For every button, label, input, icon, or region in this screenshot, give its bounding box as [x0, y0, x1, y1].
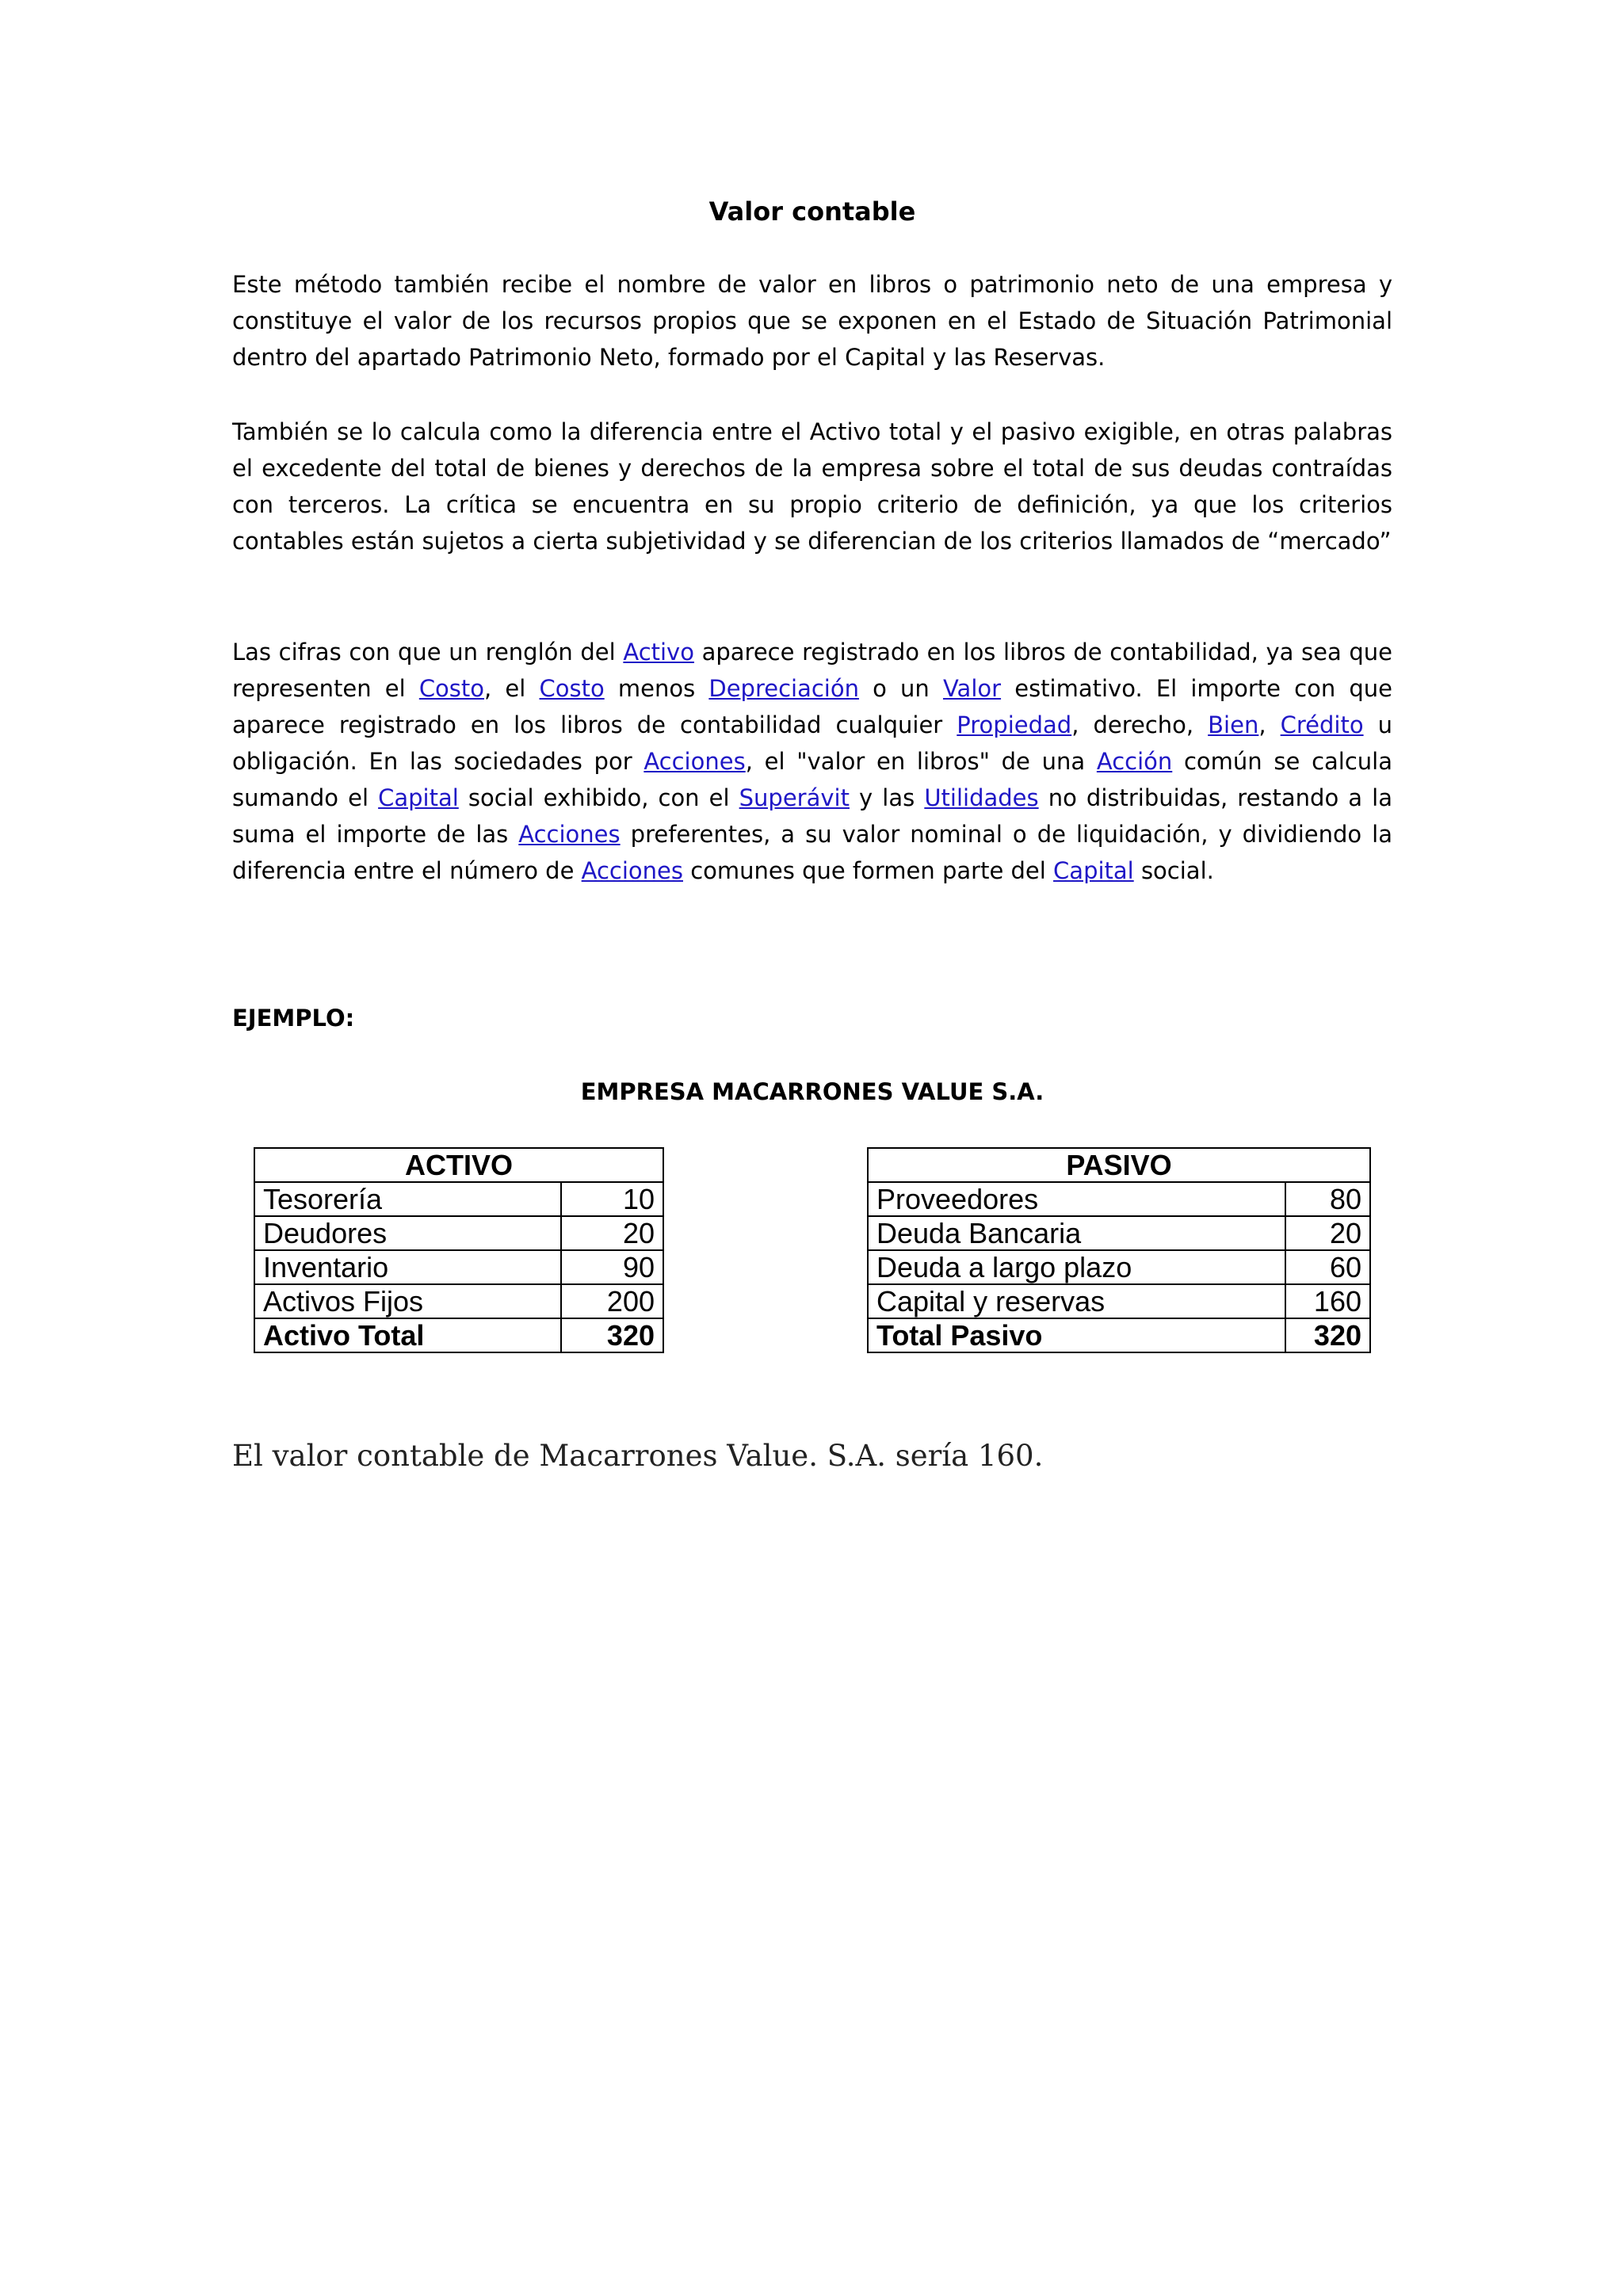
link-capital[interactable]: Capital	[378, 784, 459, 811]
total-label: Total Pasivo	[868, 1318, 1285, 1352]
text-span: Las cifras con que un renglón del	[232, 639, 624, 666]
paragraph-book-value	[232, 634, 1392, 889]
table-row	[868, 1216, 1370, 1250]
pasivo-table	[867, 1147, 1371, 1353]
row-label: Deuda a largo plazo	[868, 1250, 1285, 1284]
total-value: 320	[561, 1318, 663, 1352]
text-span: y las	[849, 784, 925, 811]
text-span: no distribuidas, restando a la suma el importe de las	[232, 784, 1392, 848]
company-name: EMPRESA MACARRONES VALUE S.A.	[580, 1078, 1044, 1105]
total-label: Activo Total	[254, 1318, 561, 1352]
table-total-row	[254, 1318, 663, 1352]
row-value: 160	[1285, 1284, 1370, 1318]
table-row	[254, 1182, 663, 1216]
text-span: menos	[604, 675, 709, 702]
row-label: Deudores	[254, 1216, 561, 1250]
activo-header: ACTIVO	[254, 1148, 663, 1182]
text-span: ,	[1258, 711, 1281, 738]
row-label: Inventario	[254, 1250, 561, 1284]
table-row	[868, 1182, 1370, 1216]
row-label: Capital y reservas	[868, 1284, 1285, 1318]
text-span: social.	[1133, 857, 1214, 884]
text-span: social exhibido, con el	[458, 784, 739, 811]
paragraph-definition: Este método también recibe el nombre de valor en libros o patrimonio neto de una empresa y constituye el valor de los recursos propios que se exponen en el Estado de Situación Patrimonial dentro del apartado Patrimonio Neto, formado por el Capital y las Reservas.	[232, 271, 1392, 371]
row-value: 20	[561, 1216, 663, 1250]
link-acciones[interactable]: Acciones	[581, 857, 683, 884]
row-label: Proveedores	[868, 1182, 1285, 1216]
text-span: estimativo. El importe con que aparece registrado en los libros de contabilidad cualquier	[232, 675, 1392, 738]
link-capital[interactable]: Capital	[1053, 857, 1134, 884]
link-accion[interactable]: Acción	[1096, 748, 1173, 775]
link-bien[interactable]: Bien	[1208, 711, 1259, 738]
page-title: Valor contable	[708, 196, 916, 227]
text-span: común se calcula sumando el	[232, 748, 1392, 811]
text-span: , el	[484, 675, 540, 702]
conclusion-text: El valor contable de Macarrones Value. S.A. sería 160.	[232, 1439, 1044, 1473]
table-row	[868, 1284, 1370, 1318]
table-total-row	[868, 1318, 1370, 1352]
table-row	[868, 1250, 1370, 1284]
link-valor[interactable]: Valor	[942, 675, 1002, 702]
text-span: comunes que formen parte del	[683, 857, 1054, 884]
link-acciones[interactable]: Acciones	[518, 821, 621, 848]
activo-table	[254, 1147, 664, 1353]
text-span: preferentes, a su valor nominal o de liquidación, y dividiendo la diferencia entre el número de	[232, 821, 1393, 884]
total-value: 320	[1285, 1318, 1370, 1352]
paragraph-calculation: También se lo calcula como la diferencia entre el Activo total y el pasivo exigible, en otras palabras el excedente del total de bienes y derechos de la empresa sobre el total de sus deudas contraídas con terceros. La crítica se encuentra en su propio criterio de definición, ya que los criterios contables están sujetos a cierta subjetividad y se diferencian de los criterios llamados de “mercado”	[232, 418, 1392, 555]
link-propiedad[interactable]: Propiedad	[957, 711, 1072, 738]
link-costo[interactable]: Costo	[539, 675, 605, 702]
row-label: Deuda Bancaria	[868, 1216, 1285, 1250]
table-row	[254, 1250, 663, 1284]
link-costo[interactable]: Costo	[418, 675, 485, 702]
link-superavit[interactable]: Superávit	[739, 784, 850, 811]
link-depreciacion[interactable]: Depreciación	[708, 675, 859, 702]
table-row	[254, 1216, 663, 1250]
row-value: 20	[1285, 1216, 1370, 1250]
table-header-row	[868, 1148, 1370, 1182]
text-span: aparece registrado en los libros de contabilidad, ya sea que representen el	[232, 639, 1393, 702]
row-value: 200	[561, 1284, 663, 1318]
row-label: Activos Fijos	[254, 1284, 561, 1318]
row-value: 80	[1285, 1182, 1370, 1216]
text-span: , el "valor en libros" de una	[745, 748, 1097, 775]
text-span: o un	[858, 675, 943, 702]
table-header-row	[254, 1148, 663, 1182]
text-span: u obligación. En las sociedades por	[232, 711, 1392, 775]
row-value: 90	[561, 1250, 663, 1284]
link-utilidades[interactable]: Utilidades	[924, 784, 1039, 811]
example-heading: EJEMPLO:	[232, 1005, 355, 1032]
row-value: 10	[561, 1182, 663, 1216]
text-span: , derecho,	[1071, 711, 1209, 738]
table-row	[254, 1284, 663, 1318]
link-credito[interactable]: Crédito	[1280, 711, 1364, 738]
row-label: Tesorería	[254, 1182, 561, 1216]
link-acciones[interactable]: Acciones	[643, 748, 746, 775]
pasivo-header: PASIVO	[868, 1148, 1370, 1182]
row-value: 60	[1285, 1250, 1370, 1284]
link-activo[interactable]: Activo	[623, 639, 694, 666]
